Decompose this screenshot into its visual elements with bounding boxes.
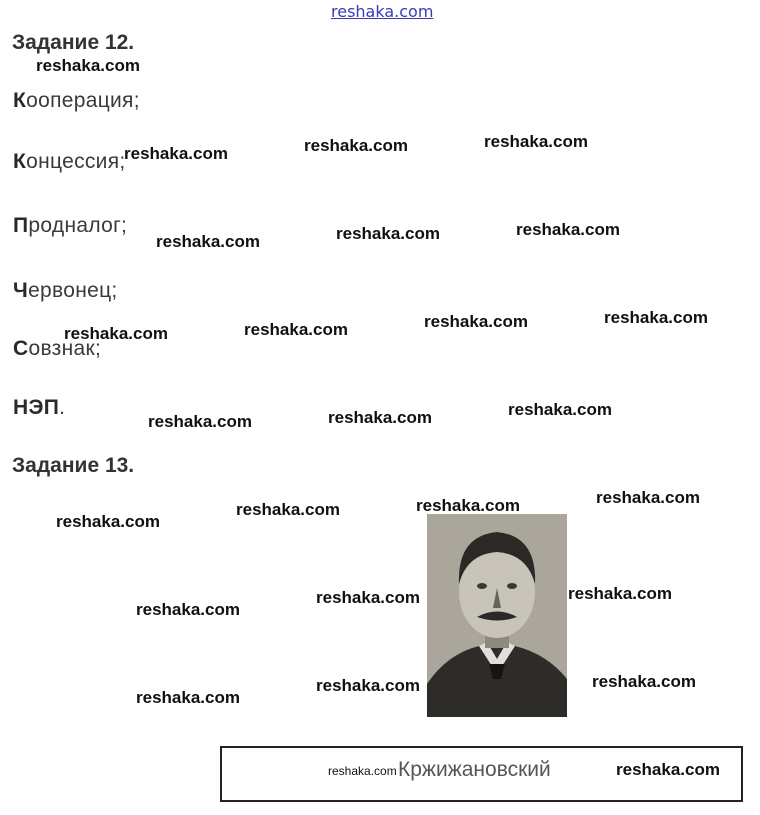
term-prodnalog — [13, 214, 127, 238]
term-initial: НЭП — [13, 396, 60, 419]
watermark: reshaka.com — [56, 512, 160, 531]
watermark: reshaka.com — [416, 496, 520, 515]
term-initial: С — [13, 337, 29, 360]
watermark: reshaka.com — [604, 308, 708, 327]
watermark: reshaka.com — [136, 600, 240, 619]
term-initial: К — [13, 150, 27, 173]
watermark: reshaka.com — [156, 232, 260, 251]
term-chervonets — [13, 279, 118, 303]
answer-watermark-small: reshaka.com — [328, 764, 397, 778]
term-initial: П — [13, 214, 29, 237]
task-12-heading: Задание 12. — [12, 31, 135, 54]
watermark: reshaka.com — [316, 676, 420, 695]
portrait-photo — [427, 514, 567, 717]
task-13-heading: Задание 13. — [12, 454, 135, 477]
watermark: reshaka.com — [516, 220, 620, 239]
term-rest: . — [59, 396, 66, 419]
watermark: reshaka.com — [424, 312, 528, 331]
watermark: reshaka.com — [484, 132, 588, 151]
answer-text: Кржижановский — [398, 758, 551, 781]
term-rest: овзнак; — [28, 337, 102, 360]
watermark: reshaka.com — [316, 588, 420, 607]
watermark: reshaka.com — [236, 500, 340, 519]
term-rest: ооперация; — [26, 89, 140, 112]
site-link[interactable]: reshaka.com — [331, 2, 434, 21]
watermark: reshaka.com — [592, 672, 696, 691]
watermark: reshaka.com — [304, 136, 408, 155]
watermark: reshaka.com — [124, 144, 228, 163]
watermark: reshaka.com — [148, 412, 252, 431]
watermark: reshaka.com — [596, 488, 700, 507]
watermark: reshaka.com — [36, 56, 140, 75]
term-rest: родналог; — [28, 214, 128, 237]
watermark: reshaka.com — [508, 400, 612, 419]
watermark: reshaka.com — [136, 688, 240, 707]
term-nep — [13, 396, 65, 420]
watermark: reshaka.com — [568, 584, 672, 603]
watermark: reshaka.com — [328, 408, 432, 427]
term-initial: Ч — [13, 279, 29, 302]
term-concession — [13, 150, 126, 174]
answer-watermark: reshaka.com — [616, 760, 720, 779]
portrait-icon — [427, 514, 567, 717]
watermark: reshaka.com — [336, 224, 440, 243]
watermark: reshaka.com — [244, 320, 348, 339]
term-rest: онцессия; — [26, 150, 126, 173]
watermark: reshaka.com — [64, 324, 168, 343]
term-initial: К — [13, 89, 27, 112]
term-rest: ервонец; — [28, 279, 118, 302]
term-cooperation — [13, 89, 140, 113]
